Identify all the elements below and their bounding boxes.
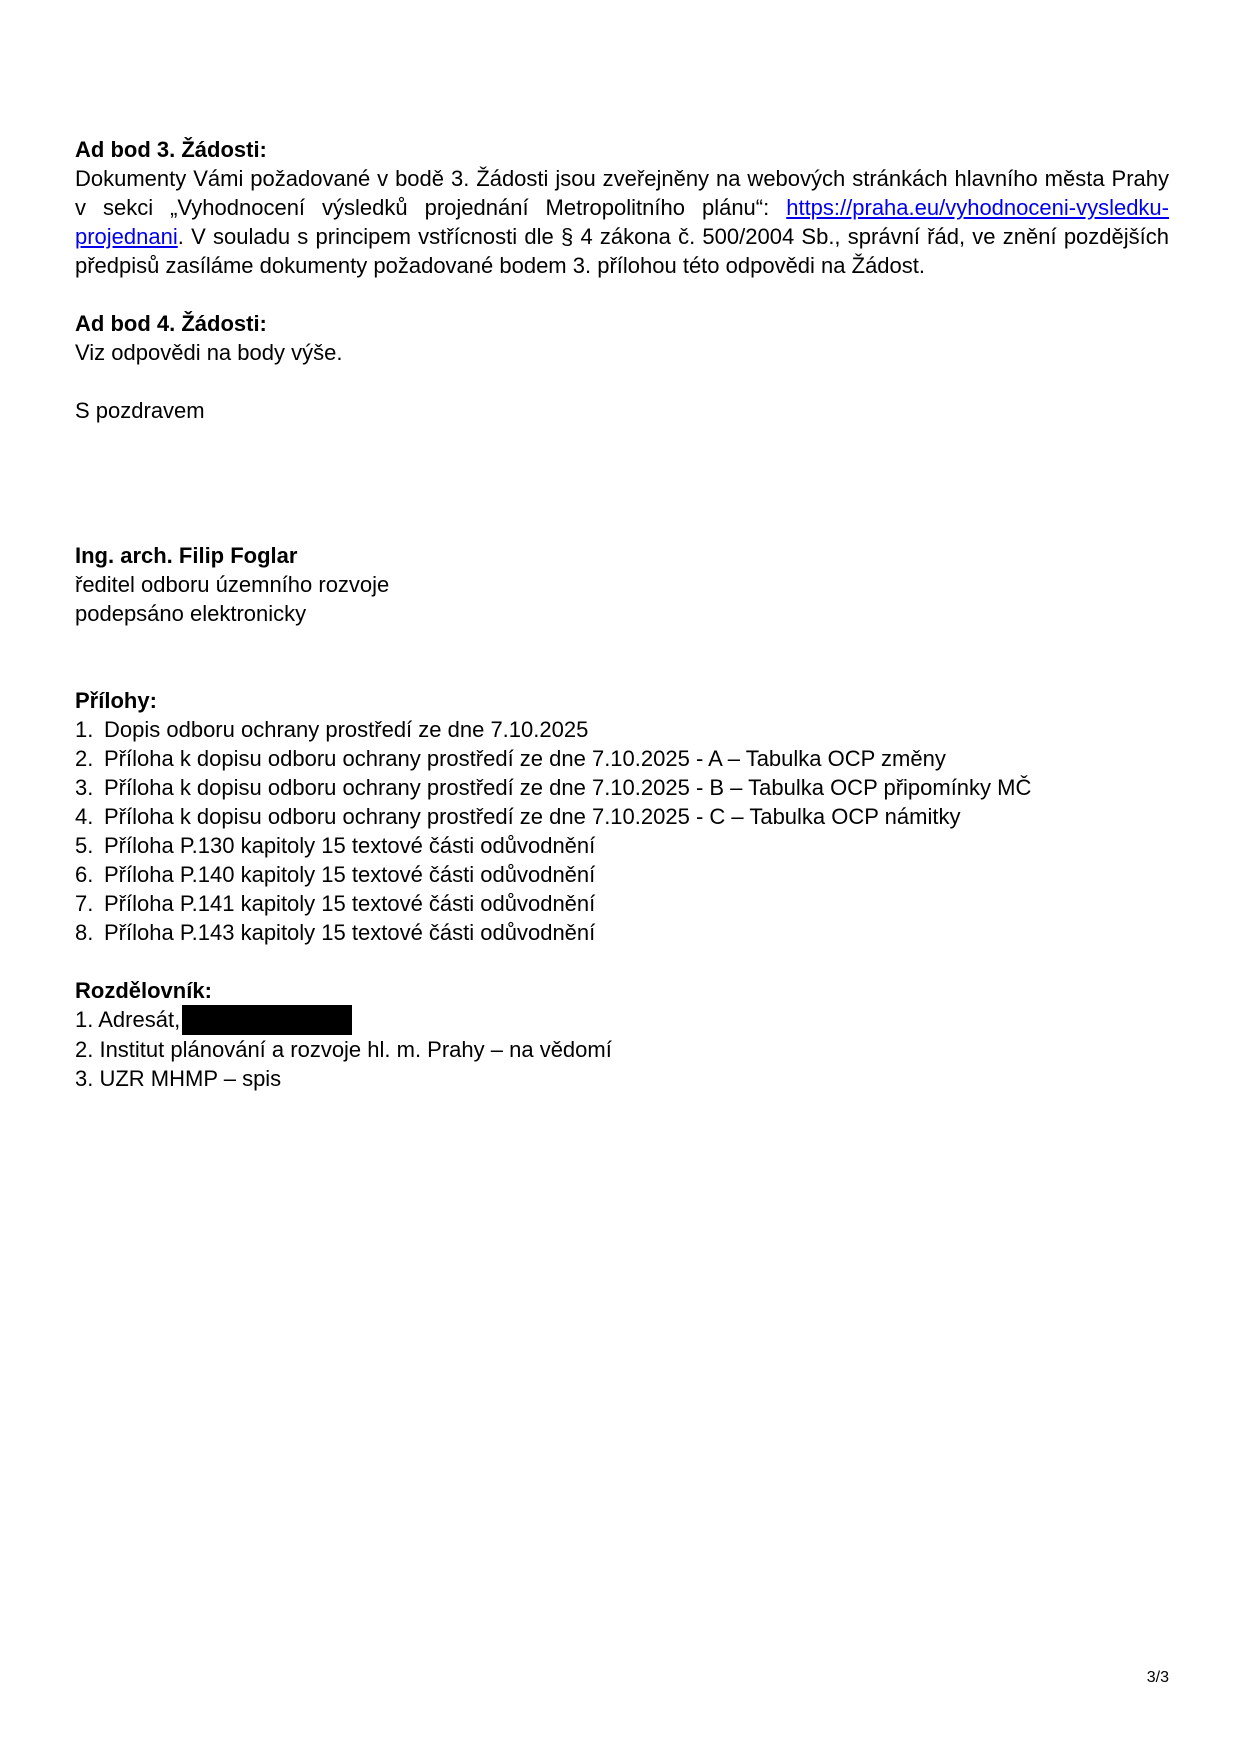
closing-greeting: S pozdravem (75, 398, 205, 423)
list-item-number: 6. (75, 862, 94, 887)
redaction-block (182, 1005, 352, 1035)
list-item (75, 773, 1169, 802)
list-item-text: Dopis odboru ochrany prostředí ze dne 7.10.2025 (104, 717, 589, 742)
list-item-number: 5. (75, 833, 94, 858)
document-page (75, 135, 1169, 1093)
list-item (75, 918, 1169, 947)
list-item-text: Příloha k dopisu odboru ochrany prostředí ze dne 7.10.2025 - B – Tabulka OCP připomínky MČ (104, 775, 1032, 800)
section4-text: Viz odpovědi na body výše. (75, 340, 343, 365)
list-item-text: Příloha P.143 kapitoly 15 textové části odůvodnění (104, 920, 596, 945)
list-item-text: Příloha k dopisu odboru ochrany prostředí ze dne 7.10.2025 - A – Tabulka OCP změny (104, 746, 946, 771)
list-item-number: 1. (75, 717, 94, 742)
signature-note: podepsáno elektronicky (75, 601, 307, 626)
distribution-item: 2. Institut plánování a rozvoje hl. m. Prahy – na vědomí (75, 1037, 612, 1062)
list-item (75, 860, 1169, 889)
list-item-number: 8. (75, 920, 94, 945)
section3-paragraph (75, 164, 1169, 280)
section4-heading: Ad bod 4. Žádosti: (75, 311, 267, 336)
attachments-heading: Přílohy: (75, 688, 157, 713)
list-item-text: Příloha k dopisu odboru ochrany prostředí ze dne 7.10.2025 - C – Tabulka OCP námitky (104, 804, 961, 829)
list-item-text: Příloha P.140 kapitoly 15 textové části odůvodnění (104, 862, 596, 887)
section3-text-before-link: Dokumenty Vámi požadované v bodě 3. Žádosti jsou zveřejněny na webových stránkách hlavního města Prahy v sekci „Vyhodnocení výsledků projednání Metropolitního plánu“: (75, 166, 1169, 220)
list-item (75, 802, 1169, 831)
list-item-text: Příloha P.141 kapitoly 15 textové části odůvodnění (104, 891, 596, 916)
distribution-item-addressee (75, 1005, 1169, 1035)
list-item (75, 889, 1169, 918)
list-item (75, 715, 1169, 744)
signatory-name: Ing. arch. Filip Foglar (75, 543, 298, 568)
list-item-number: 4. (75, 804, 94, 829)
signatory-position: ředitel odboru územního rozvoje (75, 572, 390, 597)
section3-text-after-link: . V souladu s principem vstřícnosti dle § 4 zákona č. 500/2004 Sb., správní řád, ve znění pozdějších předpisů zasíláme dokumenty požadované bodem 3. přílohou této odpovědi na Žádost. (75, 224, 1169, 278)
distribution-item-text: 1. Adresát, (75, 1007, 181, 1032)
distribution-heading: Rozdělovník: (75, 978, 212, 1003)
section3-heading: Ad bod 3. Žádosti: (75, 137, 267, 162)
list-item-number: 2. (75, 746, 94, 771)
list-item (75, 831, 1169, 860)
list-item-number: 3. (75, 775, 94, 800)
vyhodnoceni-link[interactable]: https://praha.eu/vyhodnoceni-vysledku-projednani (75, 195, 1169, 249)
list-item-text: Příloha P.130 kapitoly 15 textové části odůvodnění (104, 833, 596, 858)
list-item (75, 744, 1169, 773)
distribution-item: 3. UZR MHMP – spis (75, 1066, 282, 1091)
page-number: 3/3 (1146, 1669, 1169, 1686)
list-item-number: 7. (75, 891, 94, 916)
attachments-list (75, 715, 1169, 947)
